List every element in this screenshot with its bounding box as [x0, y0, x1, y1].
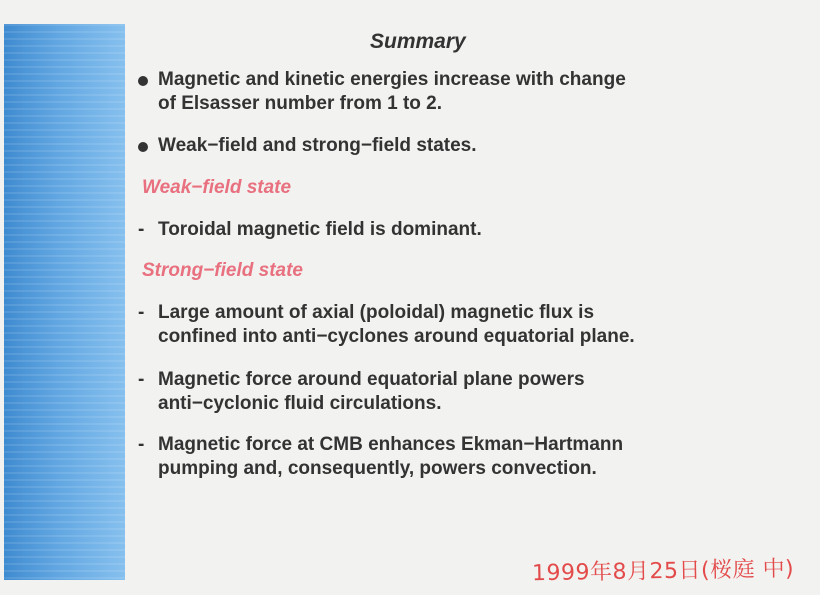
weak-field-item-1	[138, 218, 482, 242]
bullet-line: of Elsasser number from 1 to 2.	[158, 93, 443, 114]
item-line: pumping and, consequently, powers convection.	[158, 458, 597, 479]
bullet-marker	[138, 134, 158, 159]
bullet-text	[158, 68, 626, 116]
item-line: Toroidal magnetic field is dominant.	[158, 219, 482, 240]
item-text	[158, 368, 585, 416]
item-text	[158, 433, 623, 481]
item-line: Magnetic force around equatorial plane powers	[158, 369, 585, 390]
slide-content	[126, 0, 816, 595]
weak-field-heading: Weak−field state	[142, 177, 292, 198]
dash-marker: -	[138, 369, 145, 390]
bullet-line: Magnetic and kinetic energies increase with change	[158, 69, 626, 90]
handwritten-date-note: 1999年8月25日(桜庭 中)	[531, 556, 795, 587]
slide-title: Summary	[370, 30, 466, 53]
bullet-text	[158, 134, 477, 158]
blue-sidebar	[4, 24, 125, 580]
dash-marker: -	[138, 434, 145, 455]
bullet-item-2	[138, 134, 477, 159]
strong-field-item-1	[138, 301, 635, 349]
dash-marker: -	[138, 302, 145, 323]
dash-marker: -	[138, 219, 145, 240]
item-text	[158, 218, 482, 242]
item-text	[158, 301, 635, 349]
strong-field-item-2	[138, 368, 585, 416]
bullet-line: Weak−field and strong−field states.	[158, 135, 477, 156]
bullet-item-1	[138, 68, 626, 116]
strong-field-item-3	[138, 433, 623, 481]
item-line: confined into anti−cyclones around equatorial plane.	[158, 326, 635, 347]
bullet-marker	[138, 68, 158, 93]
item-line: anti−cyclonic fluid circulations.	[158, 393, 442, 414]
strong-field-heading: Strong−field state	[142, 260, 303, 281]
item-line: Large amount of axial (poloidal) magnetic flux is	[158, 302, 595, 323]
item-line: Magnetic force at CMB enhances Ekman−Hartmann	[158, 434, 624, 455]
